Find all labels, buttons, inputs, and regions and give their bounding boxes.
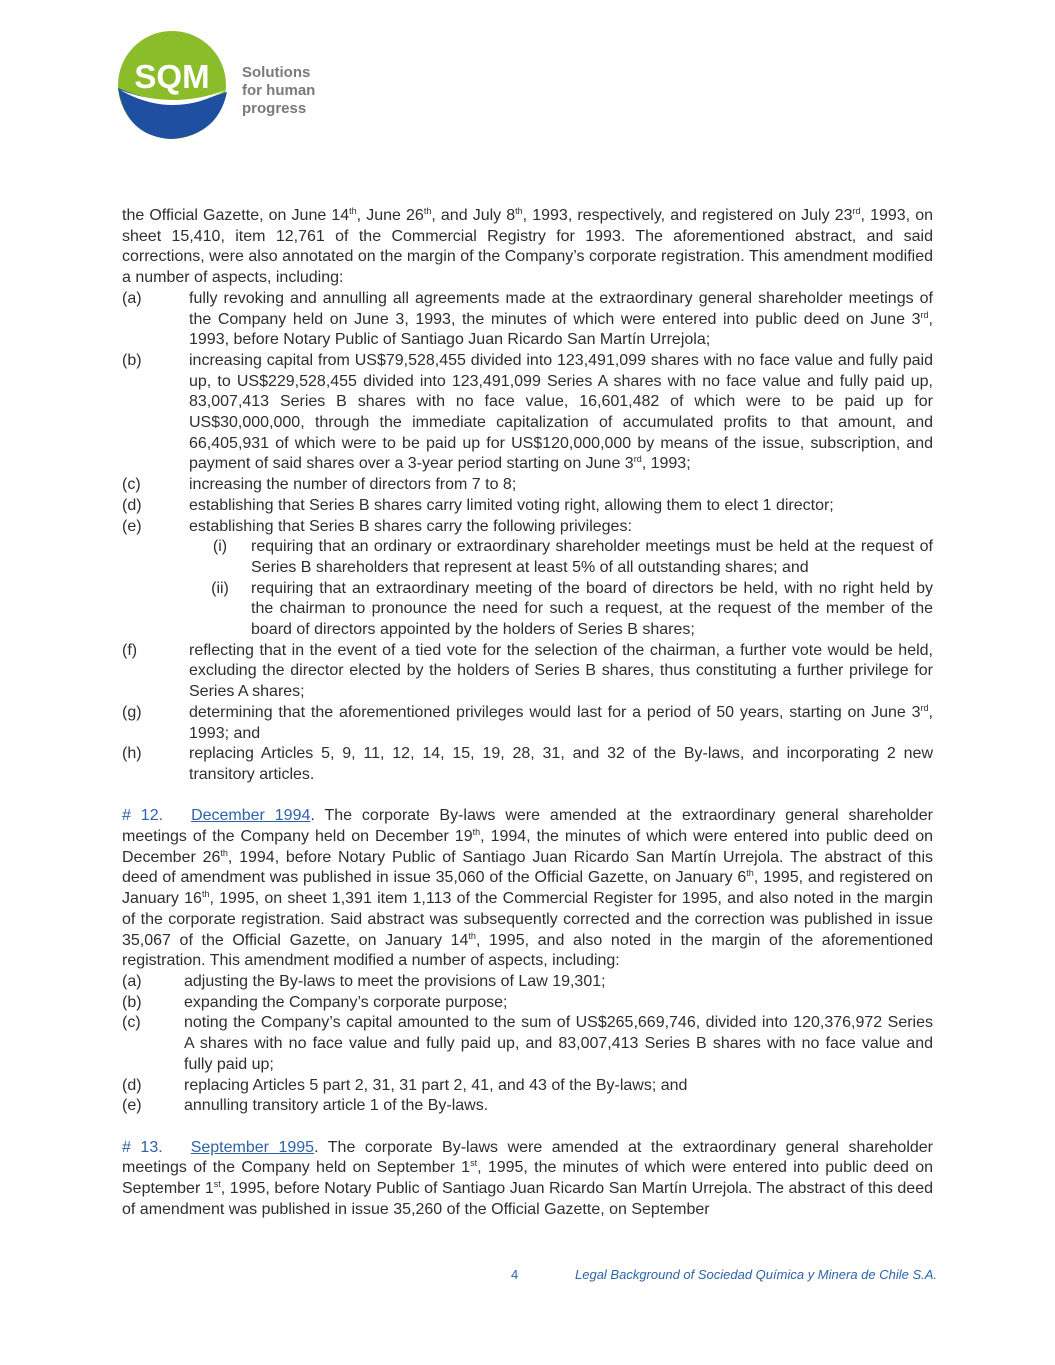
list-item: (g) determining that the aforementioned privileges would last for a period of 50 years, starting on June 3rd, 1993; and xyxy=(122,702,933,742)
logo-brand: SQM xyxy=(134,58,210,95)
section-12-link[interactable]: December 1994 xyxy=(191,807,311,825)
list-item: (c) noting the Company’s capital amounted to the sum of US$265,669,746, divided into 120,376,972 Series A shares with no face value and fully paid up, and 83,007,413 Series B shares with no face value and fully paid up; xyxy=(122,1014,933,1073)
intro-paragraph: the Official Gazette, on June 14th, June 26th, and July 8th, 1993, respectively, and registered on July 23rd, 1993, on sheet 15,410, item 12,761 of the Commercial Registry for 1993. The aforementioned abstract, and said corrections, were also annotated on the margin of the Company’s corporate registration. This amendment modified a number of aspects, including: xyxy=(122,206,934,287)
section-number: # 12. xyxy=(122,807,164,825)
list-item: (c) increasing the number of directors from 7 to 8; xyxy=(122,476,517,494)
section-13-paragraph: # 13. September 1995. The corporate By-laws were amended at the extraordinary general shareholder meetings of the Company held on September 1st, 1995, the minutes of which were entered into public deed on September 1st, 1995, before Notary Public of Santiago Juan Ricardo San Martín Urrejola. The abstract of this deed of amendment was published in issue 35,260 of the Official Gazette, on September xyxy=(122,1138,934,1218)
list-item: (e) establishing that Series B shares carry the following privileges: xyxy=(122,517,632,535)
logo-tagline-3: progress xyxy=(242,100,307,117)
sqm-logo xyxy=(118,30,348,145)
logo-tagline-2: for human xyxy=(242,82,316,99)
list-item: (b) increasing capital from US$79,528,455 divided into 123,491,099 shares with no face value and fully paid up, to US$229,528,455 divided into 123,491,099 Series A shares with no face value and fully paid up, 83,007,413 Series B shares with no face value, 16,601,482 of which were to be paid up for US$30,000,000, through the immediate capitalization of accumulated profits to that amount, and 66,405,931 of which were to be paid up for US$120,000,000 by means of the issue, subscription, and payment of said shares over a 3-year period starting on June 3rd, 1993; xyxy=(122,351,933,473)
list-item: (e) annulling transitory article 1 of the By-laws. xyxy=(122,1097,489,1115)
list-item: (d) replacing Articles 5 part 2, 31, 31 part 2, 41, and 43 of the By-laws; and xyxy=(122,1076,688,1094)
logo-tagline-1: Solutions xyxy=(242,64,311,81)
list-item: (b) expanding the Company’s corporate purpose; xyxy=(122,993,508,1011)
list-item: (d) establishing that Series B shares carry limited voting right, allowing them to elect 1 director; xyxy=(122,496,834,514)
list-item: (a) adjusting the By-laws to meet the provisions of Law 19,301; xyxy=(122,973,606,990)
list-item: (a) fully revoking and annulling all agreements made at the extraordinary general shareholder meetings of the Company held on June 3, 1993, the minutes of which were entered into public deed on June 3rd, 1993, before Notary Public of Santiago Juan Ricardo San Martín Urrejola; xyxy=(122,289,933,349)
list-item: (f) reflecting that in the event of a tied vote for the selection of the chairman, a further vote would be held, excluding the director elected by the holders of Series B shares, thus constituting a further privilege for Series A shares; xyxy=(122,641,933,701)
sub-list-item: (i) requiring that an ordinary or extraordinary shareholder meetings must be held at the request of Series B shareholders that represent at least 5% of all outstanding shares; and xyxy=(212,538,933,576)
footer-title: Legal Background of Sociedad Química y Minera de Chile S.A. xyxy=(575,1267,938,1282)
section-number: # 13. xyxy=(122,1138,163,1156)
section-12-paragraph: # 12. December 1994. The corporate By-laws were amended at the extraordinary general shareholder meetings of the Company held on December 19th, 1994, the minutes of which were entered into public deed on December 26th, 1994, before Notary Public of Santiago Juan Ricardo San Martín Urrejola. The abstract of this deed of amendment was published in issue 35,060 of the Official Gazette, on January 6th, 1995, and registered on January 16th, 1995, on sheet 1,391 item 1,113 of the Commercial Register for 1995, and also noted in the margin of the corporate registration. Said abstract was subsequently corrected and the correction was published in issue 35,067 of the Official Gazette, on January 14th, 1995, and also noted in the margin of the aforementioned registration. This amendment modified a number of aspects, including: xyxy=(122,807,934,970)
document-body xyxy=(122,206,933,1220)
sub-list-item: (ii) requiring that an extraordinary meeting of the board of directors be held, with no right held by the chairman to pronounce the need for such a request, at the request of the member of the board of directors appointed by the holders of Series B shares; xyxy=(211,579,933,639)
section-13-link[interactable]: September 1995 xyxy=(190,1138,315,1156)
page-number: 4 xyxy=(511,1267,519,1282)
list-item: (h) replacing Articles 5, 9, 11, 12, 14, 15, 19, 28, 31, and 32 of the By-laws, and incorporating 2 new transitory articles. xyxy=(122,745,933,783)
